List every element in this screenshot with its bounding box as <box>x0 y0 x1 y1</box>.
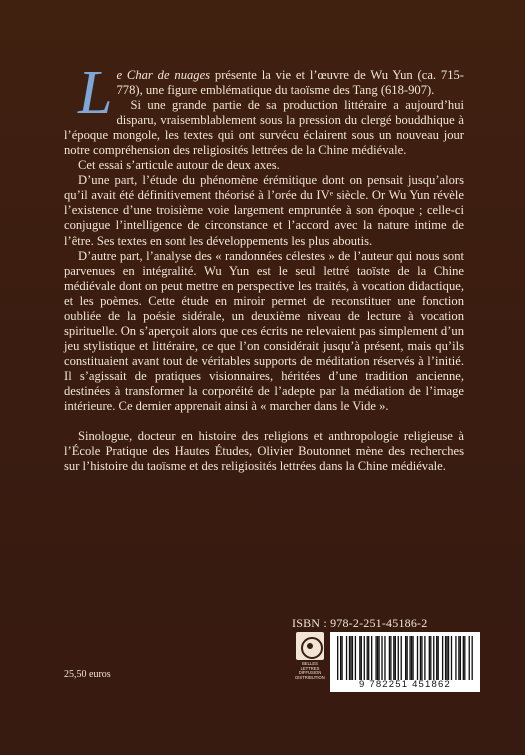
dropcap-letter: L <box>78 59 113 127</box>
paragraph-1: Si une grande partie de sa production littéraire a aujourd’hui disparu, vraisemblablement sous la pression du clergé bouddhique à l’époque mongole, les textes qui ont survécu éclairent sous un nouveau jour notre compréhension des religiosités lettrées de la Chine médiévale. <box>64 98 464 158</box>
blurb-text <box>64 59 464 474</box>
publisher-logo-icon <box>296 632 324 660</box>
barcode-icon <box>337 636 473 680</box>
paragraph-2: Cet essai s’articule autour de deux axes. <box>78 158 280 173</box>
publisher-logo <box>294 632 326 688</box>
publisher-logo-text: BELLES LETTRES DIFFUSION DISTRIBUTION <box>295 661 325 680</box>
author-bio: Sinologue, docteur en histoire des religions et anthropologie religieuse à l’École Pratique des Hautes Études, Olivier Boutonnet mène des recherches sur l’histoire du taoïsme et des religiosités lettrées dans la Chine médiévale. <box>64 429 464 474</box>
isbn-block <box>292 616 482 696</box>
paragraph-3: D’une part, l’étude du phénomène érémitique dont on pensait jusqu’alors qu’il avait été définitivement théorisé à l’orée du IVᵉ siècle. Or Wu Yun révèle l’existence d’une troisième voie largement empruntée à son époque ; celle-ci conjugue l’intelligence de circonstance et l’accord avec la nature intime de l’être. Ses textes en sont les développements les plus aboutis. <box>64 173 464 248</box>
book-title: e Char de nuages <box>116 68 211 82</box>
price: 25,50 euros <box>64 669 111 680</box>
barcode-number: 9 782251 451862 <box>359 679 451 690</box>
paragraph-4: D’autre part, l’analyse des « randonnées célestes » de l’auteur qui nous sont parvenues en intégralité. Wu Yun est le seul lettré taoïste de la Chine médiévale dont on peut mettre en perspective les traités, à vocation didactique, et les poèmes. Cette étude en miroir permet de reconstituer une fonction oubliée de la poésie sidérale, un deuxième niveau de lecture à vocation spirituelle. On s’aperçoit alors que ces écrits ne relevaient pas simplement d’un jeu stylistique et littéraire, ce que l’on considérait jusqu’à présent, mais qu’ils constituaient avant tout de véritables supports de méditation réservés à l’initié. Il s’agissait de pratiques visionnaires, héritées d’une tradition ancienne, destinées à transformer la corporéité de l’adepte par la médiation de l’image intérieure. Ce dernier apprenait ainsi à « marcher dans le Vide ». <box>64 248 464 414</box>
barcode <box>330 632 480 692</box>
intro-text: présente la vie et l’œuvre de Wu Yun (ca. 715-778), une figure emblématique du taoïsme des Tang (618-907). <box>116 68 464 98</box>
isbn-label: ISBN : 978-2-251-45186-2 <box>292 616 428 630</box>
intro-paragraph <box>64 59 464 127</box>
